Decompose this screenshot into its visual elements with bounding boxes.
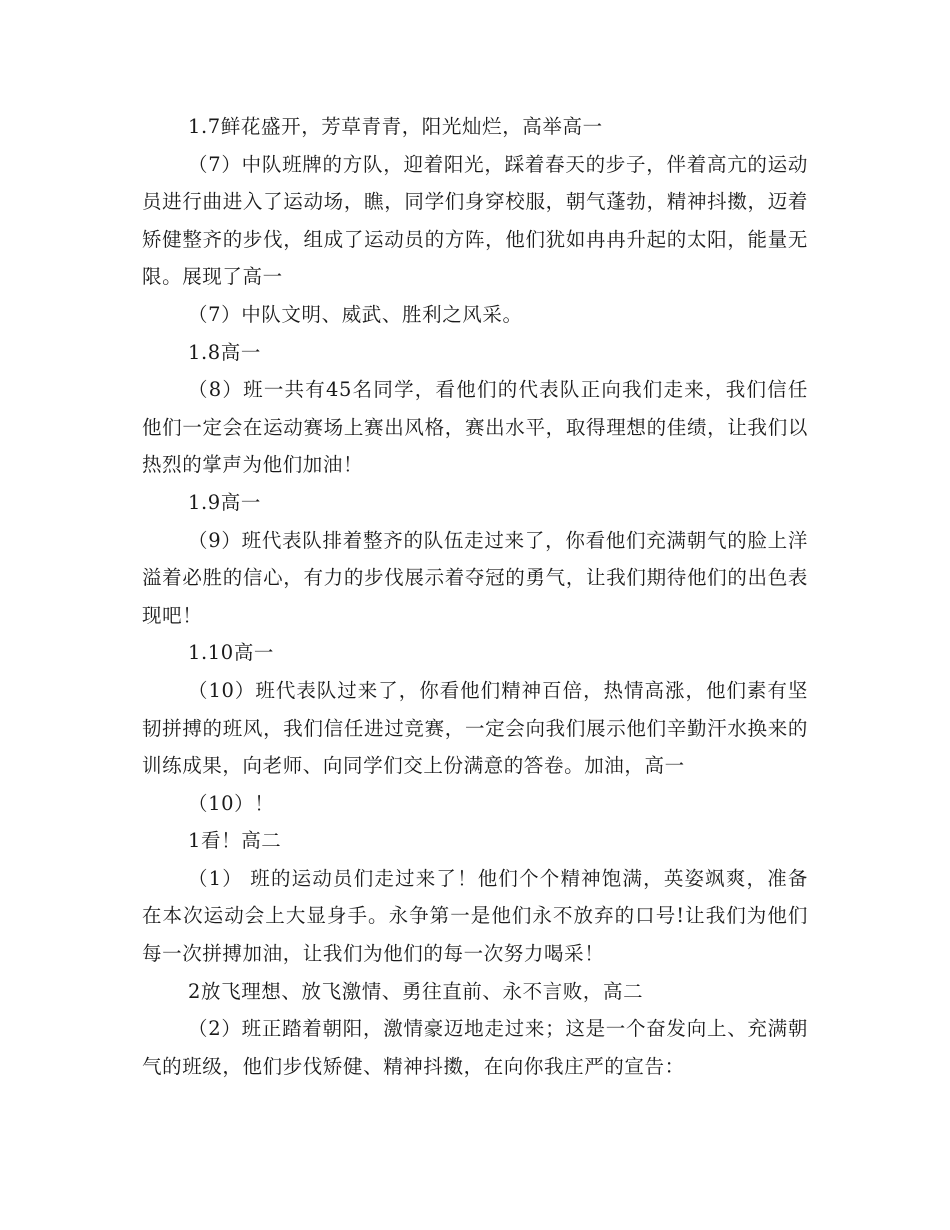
paragraph-1-9-heading: 1.9高一 [188, 490, 262, 514]
paragraph-grade2-class-1: （1） 班的运动员们走过来了！他们个个精神饱满，英姿飒爽，准备在本次运动会上大显身手。永争第一是他们永不放弃的口号!让我们为他们每一次拼搏加油，让我们为他们的每一次努力喝采！ [142, 866, 808, 966]
paragraph-grade2-class-2: （2）班正踏着朝阳，激情豪迈地走过来；这是一个奋发向上、充满朝气的班级，他们步伐矫健、精神抖擞，在向你我庄严的宣告： [142, 1017, 808, 1078]
document-body [142, 108, 808, 1085]
paragraph-class-7-parade: （7）中队班牌的方队，迎着阳光，踩着春天的步子，伴着高亢的运动员进行曲进入了运动场，瞧，同学们身穿校服，朝气蓬勃，精神抖擞，迈着矫健整齐的步伐，组成了运动员的方阵，他们犹如冉冉升起的太阳，能量无限。展现了高一 [142, 152, 808, 289]
paragraph-class-8: （8）班一共有45名同学，看他们的代表队正向我们走来，我们信任他们一定会在运动赛场上赛出风格，赛出水平，取得理想的佳绩，让我们以热烈的掌声为他们加油！ [142, 378, 808, 477]
paragraph-1-10-heading: 1.10高一 [188, 641, 275, 665]
paragraph-class-9: （9）班代表队排着整齐的队伍走过来了，你看他们充满朝气的脸上洋溢着必胜的信心，有力的步伐展示着夺冠的勇气，让我们期待他们的出色表现吧！ [142, 528, 808, 627]
paragraph-grade2-heading-2: 2放飞理想、放飞激情、勇往直前、永不言败，高二 [188, 979, 644, 1003]
paragraph-class-10-cheer: （10）！ [188, 791, 275, 815]
paragraph-class-7-style: （7）中队文明、威武、胜利之风采。 [188, 302, 523, 326]
paragraph-1-7-heading: 1.7鲜花盛开，芳草青青，阳光灿烂，高举高一 [188, 115, 603, 138]
paragraph-grade2-heading-1: 1看！高二 [188, 829, 282, 853]
paragraph-1-8-heading: 1.8高一 [188, 340, 262, 364]
paragraph-class-10: （10）班代表队过来了，你看他们精神百倍，热情高涨，他们素有坚韧拼搏的班风，我们信任进过竞赛，一定会向我们展示他们辛勤汗水换来的训练成果，向老师、向同学们交上份满意的答卷。加油，高一 [142, 678, 808, 778]
